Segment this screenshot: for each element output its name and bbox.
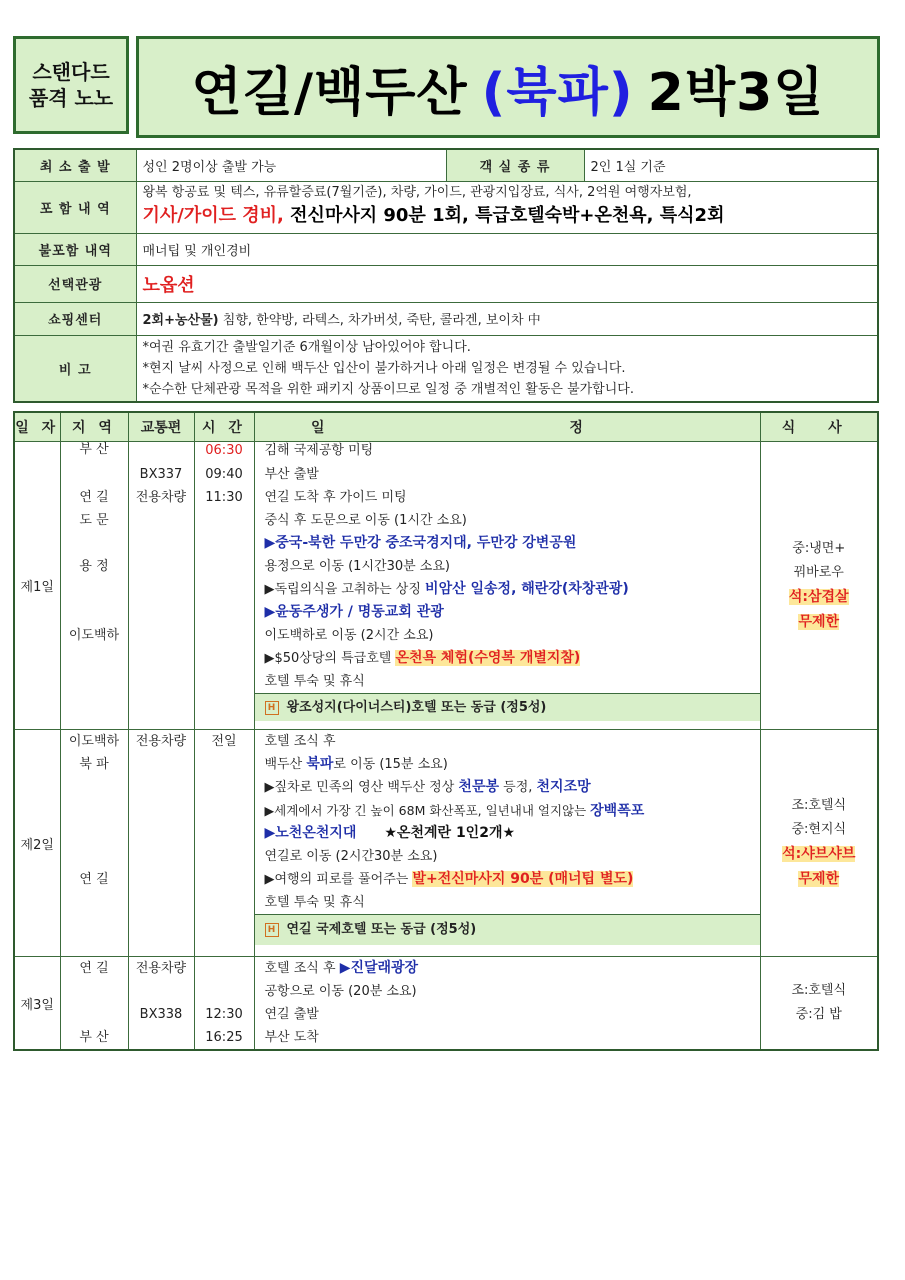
- day3-area: [61, 1003, 128, 1026]
- day3-time: 16:25: [205, 1030, 243, 1045]
- day1-time: 11:30: [205, 490, 243, 505]
- day3-areas: [60, 957, 128, 1051]
- day3-label: 제3일: [14, 957, 60, 1051]
- day1-step: ▶윤동주생가 / 명동교회 관광: [264, 604, 444, 620]
- day3-time: [195, 980, 254, 1003]
- remarks-value: [136, 335, 878, 402]
- min-departure-label: 최 소 출 발: [14, 149, 136, 181]
- header-schedule: 일 정: [254, 412, 760, 442]
- header-meal: 식 사: [760, 412, 878, 442]
- day2-step-highlight: 장백폭포: [590, 803, 645, 819]
- day3-step: 부산 도착: [264, 1030, 319, 1045]
- day2-step: ▶세계에서 가장 긴 높이 68M 화산폭포, 일년내내 얼지않는: [264, 803, 591, 818]
- day2-step: 호텔 투숙 및 휴식: [264, 895, 365, 910]
- day1-area: [61, 532, 128, 555]
- day2-step: 연길로 이동 (2시간30분 소요): [264, 849, 438, 864]
- included-bold: 전신마사지 90분 1회, 특급호텔숙박+온천욕, 특식2회: [283, 205, 725, 226]
- title-duration: 2박3일: [647, 62, 825, 123]
- title-region: (북파): [481, 62, 634, 123]
- day2-trans: 전용차량: [135, 734, 187, 749]
- day3-step: 공항으로 이동 (20분 소요): [264, 984, 417, 999]
- min-departure-value: 성인 2명이상 출발 가능: [136, 149, 446, 181]
- day1-step: 호텔 투숙 및 휴식: [264, 674, 365, 689]
- day3-area: 연 길: [79, 961, 109, 976]
- optional-tour-value: 노옵션: [136, 265, 878, 302]
- day1-step: 이도백하로 이동 (2시간 소요): [264, 628, 434, 643]
- day1-step: 김해 국제공항 미팅: [264, 443, 374, 458]
- day3-time: 12:30: [205, 1007, 243, 1022]
- day1-time: 09:40: [205, 467, 243, 482]
- day1-area: [61, 578, 128, 601]
- day2-area: 연 길: [79, 872, 109, 887]
- day1-step: ▶중국-북한 두만강 중조국경지대, 두만강 강변공원: [264, 535, 577, 551]
- title-main: 연길/백두산: [191, 62, 468, 123]
- included-line1: 왕복 항공료 및 텍스, 유류할증료(7월기준), 차량, 가이드, 관광지입장료, 식사, 2억원 여행자보험,: [142, 185, 692, 200]
- day2-meal: 조:호텔식: [791, 798, 847, 813]
- day1-times: [194, 442, 254, 730]
- remark-item: *여권 유효기간 출발일기준 6개월이상 남아있어야 합니다.: [142, 339, 471, 355]
- day2-area: [61, 822, 128, 845]
- day1-hotel: [255, 693, 760, 721]
- day2-label: 제2일: [14, 730, 60, 957]
- itinerary-table: [13, 411, 879, 1051]
- day1-step: 부산 출발: [264, 467, 319, 482]
- optional-tour-label: 선택관광: [14, 265, 136, 302]
- day2-step: 로 이동 (15분 소요): [333, 757, 448, 772]
- day1-meal: 석:삼겹살: [788, 588, 849, 605]
- hotel-icon: H: [265, 701, 279, 715]
- day2-step: ▶여행의 피로를 풀어주는: [264, 872, 413, 887]
- day2-hotel: [255, 914, 760, 945]
- badge-line1: 스탠다드: [32, 60, 110, 84]
- day1-trans: BX337: [139, 467, 183, 482]
- day1-step: ▶$50상당의 특급호텔: [264, 651, 396, 666]
- day1-meal: 무제한: [798, 613, 840, 630]
- day2-transport: [128, 730, 194, 957]
- included-red: 기사/가이드 경비,: [142, 205, 284, 226]
- day1-step: ▶독립의식을 고취하는 상징: [264, 582, 426, 597]
- included-label: 포 함 내 역: [14, 181, 136, 233]
- day1-area: 도 문: [79, 513, 109, 528]
- day1-label: 제1일: [14, 442, 60, 730]
- shopping-label: 쇼핑센터: [14, 302, 136, 335]
- shopping-items: 침향, 한약방, 라텍스, 차가버섯, 죽탄, 콜라겐, 보이차 中: [218, 313, 541, 328]
- day1-step: 용정으로 이동 (1시간30분 소요): [264, 559, 450, 574]
- day1-area: [61, 463, 128, 486]
- day2-area: 북 파: [79, 757, 109, 772]
- itinerary-day1-row: [14, 442, 878, 730]
- remark-item: *순수한 단체관광 목적을 위한 패키지 상품이므로 일정 중 개별적인 활동은 불가합니다.: [142, 381, 634, 397]
- day2-area: [61, 776, 128, 799]
- day3-meal: 조:호텔식: [791, 983, 847, 998]
- day2-step-highlight: 천문봉: [458, 779, 499, 795]
- room-type-value: 2인 1실 기준: [584, 149, 878, 181]
- day2-area: 이도백하: [68, 734, 120, 749]
- day3-transport: [128, 957, 194, 1051]
- header-area: 지 역: [60, 412, 128, 442]
- day3-step-highlight: ▶진달래광장: [339, 960, 419, 976]
- day2-areas: [60, 730, 128, 957]
- day3-meal: 중:김 밥: [795, 1007, 842, 1022]
- day2-step: 등정,: [499, 780, 537, 795]
- day2-schedule: [254, 730, 760, 957]
- day3-trans: [129, 980, 194, 1003]
- badge-line2: 품격 노노: [28, 86, 114, 110]
- day2-time: 전일: [211, 734, 237, 749]
- day3-trans: BX338: [139, 1007, 183, 1022]
- day3-step: 연길 출발: [264, 1007, 319, 1022]
- day1-meal: 꿔바로우: [793, 564, 844, 580]
- day1-area: 이도백하: [68, 628, 120, 643]
- product-grade-badge: [13, 36, 129, 134]
- day2-step-highlight: ★온천계란 1인2개★: [384, 825, 516, 841]
- included-value: [136, 181, 878, 233]
- day1-hotel-name: 왕조성지(다이너스티)호텔 또는 동급 (정5성): [286, 700, 547, 715]
- day1-area: 부 산: [79, 442, 109, 457]
- shopping-count: 2회+농산물): [142, 313, 219, 328]
- day1-step: 연길 도착 후 가이드 미팅: [264, 490, 407, 505]
- day1-trans: [129, 442, 194, 463]
- day2-meals: [760, 730, 878, 957]
- day1-schedule: [254, 442, 760, 730]
- day3-area: [61, 980, 128, 1003]
- day1-meal: 중:냉면+: [792, 540, 846, 556]
- day1-transport: [128, 442, 194, 730]
- remarks-label: 비 고: [14, 335, 136, 402]
- day2-area: [61, 799, 128, 822]
- day2-step-highlight: 천지조망: [536, 779, 591, 795]
- day2-step: 호텔 조식 후: [264, 734, 336, 749]
- day3-meals: [760, 957, 878, 1051]
- day1-step-highlight: 비암산 일송정, 해란강(차창관광): [425, 581, 629, 597]
- shopping-value: [136, 302, 878, 335]
- remark-item: *현지 날씨 사정으로 인해 백두산 입산이 불가하거나 아래 일정은 변경될 수 있습니다.: [142, 360, 626, 376]
- day1-areas: [60, 442, 128, 730]
- day1-trans: 전용차량: [135, 490, 187, 505]
- day2-hotel-name: 연길 국제호텔 또는 동급 (정5성): [286, 922, 477, 937]
- excluded-label: 불포함 내역: [14, 233, 136, 265]
- day2-meal: 석:샤브샤브: [782, 846, 856, 862]
- day3-times: [194, 957, 254, 1051]
- day1-area: 연 길: [79, 490, 109, 505]
- day2-times: [194, 730, 254, 957]
- day3-trans: 전용차량: [135, 961, 187, 976]
- day3-schedule: [254, 957, 760, 1051]
- room-type-label: 객 실 종 류: [446, 149, 584, 181]
- day3-area: 부 산: [79, 1030, 109, 1045]
- day2-step-highlight: 북파: [306, 756, 334, 772]
- day2-meal: 중:현지식: [791, 822, 847, 837]
- day1-area: [61, 601, 128, 624]
- hotel-icon: H: [265, 923, 279, 937]
- info-table: [13, 148, 879, 403]
- day3-step: 호텔 조식 후: [264, 961, 340, 976]
- day2-step-highlight: ▶노천온천지대: [264, 825, 357, 841]
- day1-area: 용 정: [79, 559, 109, 574]
- day2-meal: 무제한: [798, 871, 840, 887]
- day1-time: 06:30: [205, 443, 243, 458]
- itinerary-day3-row: [14, 957, 878, 1051]
- page-title: [136, 36, 880, 138]
- day2-step: 백두산: [264, 757, 307, 772]
- day1-step: 중식 후 도문으로 이동 (1시간 소요): [264, 513, 467, 528]
- day2-area: [61, 845, 128, 868]
- day1-step-highlight: 온천욕 체험(수영복 개별지참): [395, 650, 581, 666]
- day1-meals: [760, 442, 878, 730]
- header-transport: 교통편: [128, 412, 194, 442]
- day2-step: ▶짚차로 민족의 영산 백두산 정상: [264, 780, 459, 795]
- header-time: 시 간: [194, 412, 254, 442]
- header-day: 일 자: [14, 412, 60, 442]
- day3-time: [195, 957, 254, 980]
- day3-trans: [129, 1026, 194, 1049]
- itinerary-day2-row: [14, 730, 878, 957]
- day2-step-highlight: 발+전신마사지 90분 (매너팁 별도): [412, 871, 634, 887]
- excluded-value: 매너팁 및 개인경비: [136, 233, 878, 265]
